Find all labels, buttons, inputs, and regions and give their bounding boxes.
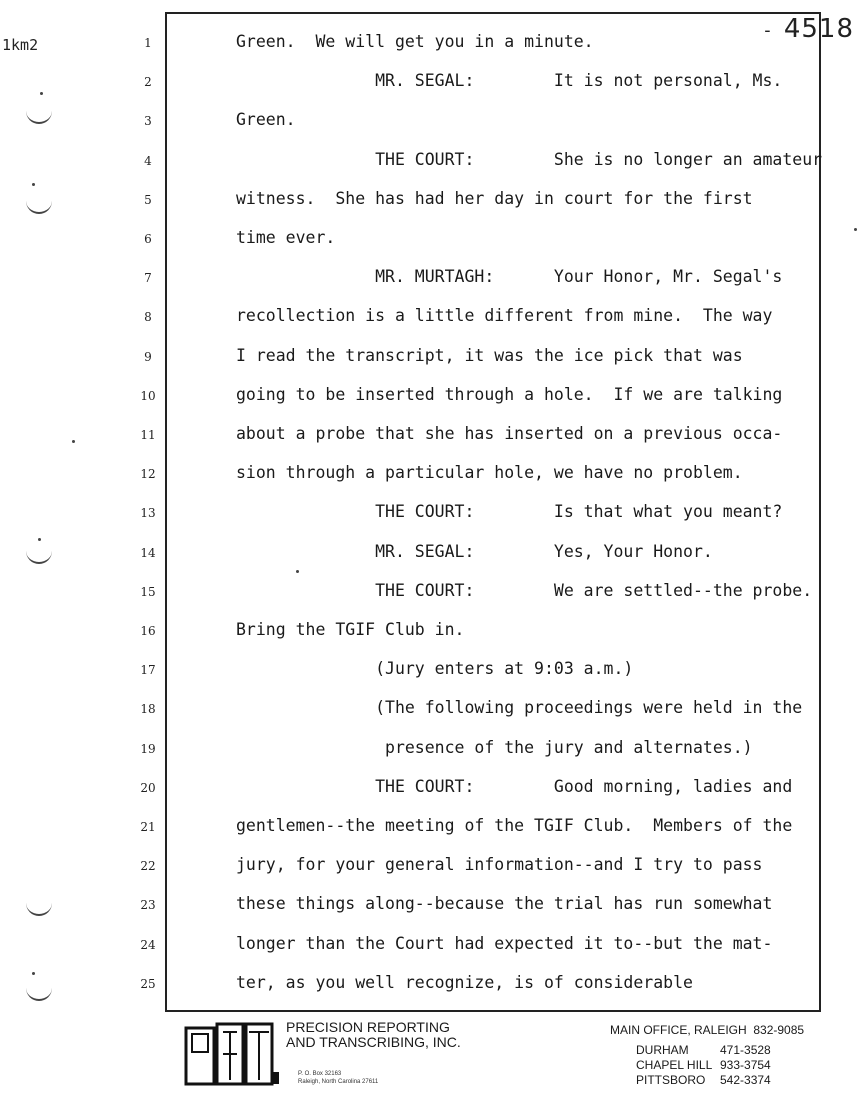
scan-speck: [38, 538, 41, 541]
branch-phone: 471-3528: [720, 1043, 771, 1057]
company-address-line1: P. O. Box 32163: [298, 1071, 342, 1077]
line-number: 21: [140, 820, 156, 834]
punch-hole-mark: [26, 108, 52, 124]
transcript-line: THE COURT: She is no longer an amateur: [236, 149, 823, 169]
line-number: 6: [144, 232, 152, 246]
branch-phone: 542-3374: [720, 1073, 771, 1087]
company-name-line2: AND TRANSCRIBING, INC.: [286, 1034, 461, 1050]
branch-city: DURHAM: [636, 1043, 689, 1057]
page-number: 4518: [783, 14, 854, 44]
transcript-line: time ever.: [236, 228, 336, 247]
branch-city: PITTSBORO: [636, 1073, 706, 1087]
transcript-line: MR. SEGAL: Yes, Your Honor.: [236, 541, 713, 561]
transcript-line: recollection is a little different from mine. The way: [236, 306, 773, 326]
line-number: 3: [144, 114, 152, 129]
logo-text: P&T: [183, 1020, 185, 1021]
punch-hole-mark: [26, 198, 52, 214]
line-number: 20: [140, 780, 156, 795]
company-address-line2: Raleigh, North Carolina 27611: [298, 1079, 379, 1085]
transcript-line: Green.: [236, 110, 296, 130]
transcript-line: longer than the Court had expected it to--but the mat-: [236, 933, 773, 953]
line-number: 1: [144, 36, 152, 50]
scan-speck: [40, 92, 43, 95]
transcript-line: witness. She has had her day in court for the first: [236, 188, 753, 208]
line-number: 24: [140, 937, 156, 952]
transcript-line: sion through a particular hole, we have no problem.: [236, 463, 743, 483]
line-number: 18: [140, 702, 156, 717]
line-number: 22: [140, 859, 156, 874]
transcript-line: ter, as you well recognize, is of considerable: [236, 972, 693, 992]
line-number: 14: [140, 545, 156, 560]
line-number: 12: [140, 467, 156, 482]
line-number: 15: [140, 584, 156, 599]
company-name-line1: PRECISION REPORTING: [286, 1019, 450, 1035]
transcript-line: (The following proceedings were held in the: [236, 698, 803, 718]
transcript-line: MR. SEGAL: It is not personal, Ms.: [236, 71, 783, 91]
transcript-line: Bring the TGIF Club in.: [236, 620, 465, 639]
page-id: 1km2: [2, 36, 39, 54]
line-number: 7: [144, 271, 152, 286]
transcript-line: gentlemen--the meeting of the TGIF Club. Members of the: [236, 816, 793, 835]
transcript-line: about a probe that she has inserted on a previous occa-: [236, 424, 783, 443]
line-number: 4: [144, 153, 152, 168]
line-number: 5: [144, 192, 152, 207]
line-number: 25: [140, 976, 156, 991]
transcript-line: these things along--because the trial has run somewhat: [236, 894, 773, 914]
branch-city: CHAPEL HILL: [636, 1058, 713, 1072]
line-number: 11: [140, 428, 156, 442]
line-number: 19: [140, 741, 156, 756]
punch-hole-mark: [26, 900, 52, 916]
transcript-line: going to be inserted through a hole. If we are talking: [236, 384, 783, 404]
company-address: [298, 1070, 378, 1086]
line-number: 2: [144, 75, 152, 90]
line-number: 10: [140, 388, 156, 403]
scan-speck: [32, 972, 35, 975]
page-number-dash: -: [762, 20, 773, 41]
scan-speck: [854, 228, 857, 231]
company-logo: [183, 1020, 279, 1088]
branch-phone: 933-3754: [720, 1058, 771, 1072]
transcript-line: THE COURT: We are settled--the probe.: [236, 580, 813, 600]
company-name: [286, 1020, 461, 1050]
transcript-line: THE COURT: Good morning, ladies and: [236, 776, 793, 796]
transcript-line: presence of the jury and alternates.): [236, 737, 753, 757]
transcript-frame-bottom: [165, 1010, 821, 1012]
transcript-line: MR. MURTAGH: Your Honor, Mr. Segal's: [236, 267, 783, 287]
line-number: 16: [140, 624, 156, 638]
line-number: 17: [140, 663, 156, 678]
punch-hole-mark: [26, 548, 52, 564]
transcript-line: I read the transcript, it was the ice pick that was: [236, 345, 743, 365]
logo-block-p: [186, 1028, 214, 1084]
transcript-line: (Jury enters at 9:03 a.m.): [236, 659, 634, 679]
transcript-line: THE COURT: Is that what you meant?: [236, 502, 783, 522]
line-number: 23: [140, 898, 156, 913]
line-number: 8: [144, 310, 152, 325]
scan-speck: [32, 183, 35, 186]
transcript-line: jury, for your general information--and I try to pass: [236, 855, 763, 875]
scan-speck: [72, 440, 75, 443]
main-office: MAIN OFFICE, RALEIGH 832-9085: [610, 1023, 805, 1037]
punch-hole-mark: [26, 985, 52, 1001]
transcript-line: Green. We will get you in a minute.: [236, 32, 594, 51]
line-number: 9: [144, 349, 152, 364]
line-number: 13: [140, 506, 156, 521]
